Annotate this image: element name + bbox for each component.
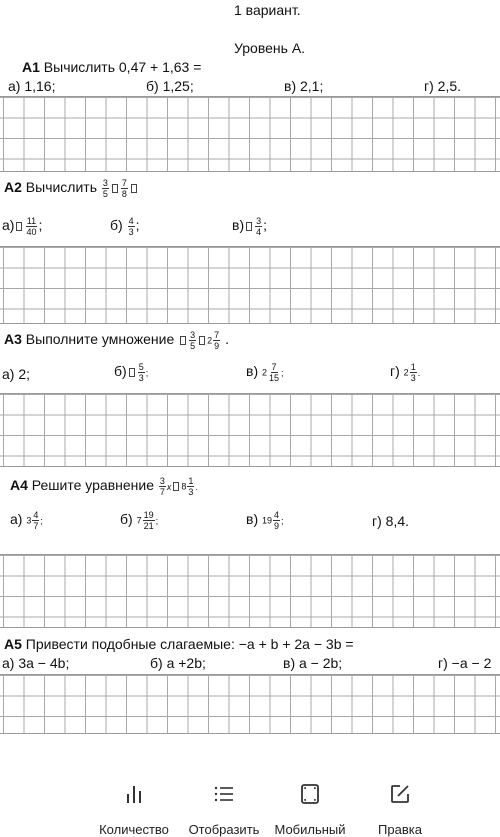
question-text: Выполните умножение xyxy=(25,331,175,348)
option-a4-c: в) 19 $\frac{4}{9}$ ; xyxy=(246,510,284,531)
question-number: А2 xyxy=(4,179,22,196)
question-text: Вычислить 0,47 + 1,63 = xyxy=(43,59,202,75)
question-number: А4 xyxy=(10,477,28,494)
option-a2-a: а) $\frac{11}{40}$ ; xyxy=(2,216,43,237)
option-a1-c: в) 2,1; xyxy=(284,78,324,94)
bottom-toolbar xyxy=(0,770,500,837)
answer-grid-a2 xyxy=(0,246,500,324)
level-title: Уровень А. xyxy=(234,40,306,56)
option-a4-d: г) 8,4. xyxy=(372,513,410,529)
toolbar-display-button[interactable]: Отобразить xyxy=(174,782,274,837)
option-a1-a: а) 1,16; xyxy=(8,78,56,94)
question-a4: А4 Решите уравнение $\frac{3}{7}$ x 8 $\frac{1}{3}$ . xyxy=(10,476,198,497)
option-a3-a: а) 2; xyxy=(2,366,31,382)
mobile-frame-icon xyxy=(298,782,322,806)
option-a5-d: г) −a − 2 xyxy=(438,655,492,671)
answer-grid-a4 xyxy=(0,554,500,628)
question-a2 xyxy=(4,178,139,199)
question-a1 xyxy=(22,59,201,75)
question-number: А5 xyxy=(4,636,22,652)
answer-grid-a3 xyxy=(0,393,500,467)
question-a3: А3 Выполните умножение $\frac{3}{5}$ 2 $\frac{7}{9}$ . xyxy=(4,330,229,351)
option-a5-a: а) 3a − 4b; xyxy=(2,655,70,671)
option-a1-d: г) 2,5. xyxy=(424,78,462,94)
missing-glyph-icon xyxy=(16,222,22,231)
missing-glyph-icon xyxy=(246,222,252,231)
question-text: Вычислить xyxy=(25,179,98,196)
toolbar-edit-button[interactable]: Правка xyxy=(350,782,450,837)
list-icon xyxy=(212,782,236,806)
variant-title: 1 вариант. xyxy=(234,2,301,18)
missing-glyph-icon xyxy=(199,336,205,345)
question-number: А3 xyxy=(4,331,22,348)
option-a4-b: б) 7 $\frac{19}{21}$ ; xyxy=(120,510,159,531)
missing-glyph-icon xyxy=(180,336,186,345)
edit-icon xyxy=(388,782,412,806)
fraction: $\frac{3}{5}$ xyxy=(102,178,108,199)
toolbar-count-button[interactable]: Количество xyxy=(84,782,184,837)
option-a5-b: б) a +2b; xyxy=(150,655,206,671)
bar-chart-icon xyxy=(122,782,146,806)
question-a5 xyxy=(4,636,354,652)
option-a3-d: г) 2 $\frac{1}{3}$ . xyxy=(390,362,421,383)
missing-glyph-icon xyxy=(173,482,179,491)
option-a3-b: б) $\frac{5}{3}$ ; xyxy=(114,362,149,383)
answer-grid-a5 xyxy=(0,674,500,734)
missing-glyph-icon xyxy=(129,368,135,377)
toolbar-mobile-button[interactable]: Мобильный xyxy=(260,782,360,837)
fraction: $\frac{7}{8}$ xyxy=(121,178,127,199)
answer-grid-a1 xyxy=(0,96,500,172)
question-number: А1 xyxy=(22,59,40,75)
option-a5-c: в) a − 2b; xyxy=(283,655,343,671)
missing-glyph-icon xyxy=(112,184,118,193)
option-a2-b: б) $\frac{4}{3}$ ; xyxy=(110,216,140,237)
missing-glyph-icon xyxy=(131,184,137,193)
question-text: Решите уравнение xyxy=(31,477,154,494)
option-a2-c: в) $\frac{3}{4}$ ; xyxy=(232,216,268,237)
option-a3-c: в) 2 $\frac{7}{15}$ ; xyxy=(246,362,284,383)
question-text: Привести подобные слагаемые: −a + b + 2a − 3b = xyxy=(25,636,354,652)
option-a1-b: б) 1,25; xyxy=(146,78,194,94)
option-a4-a: а) 3 $\frac{4}{7}$ ; xyxy=(10,510,43,531)
